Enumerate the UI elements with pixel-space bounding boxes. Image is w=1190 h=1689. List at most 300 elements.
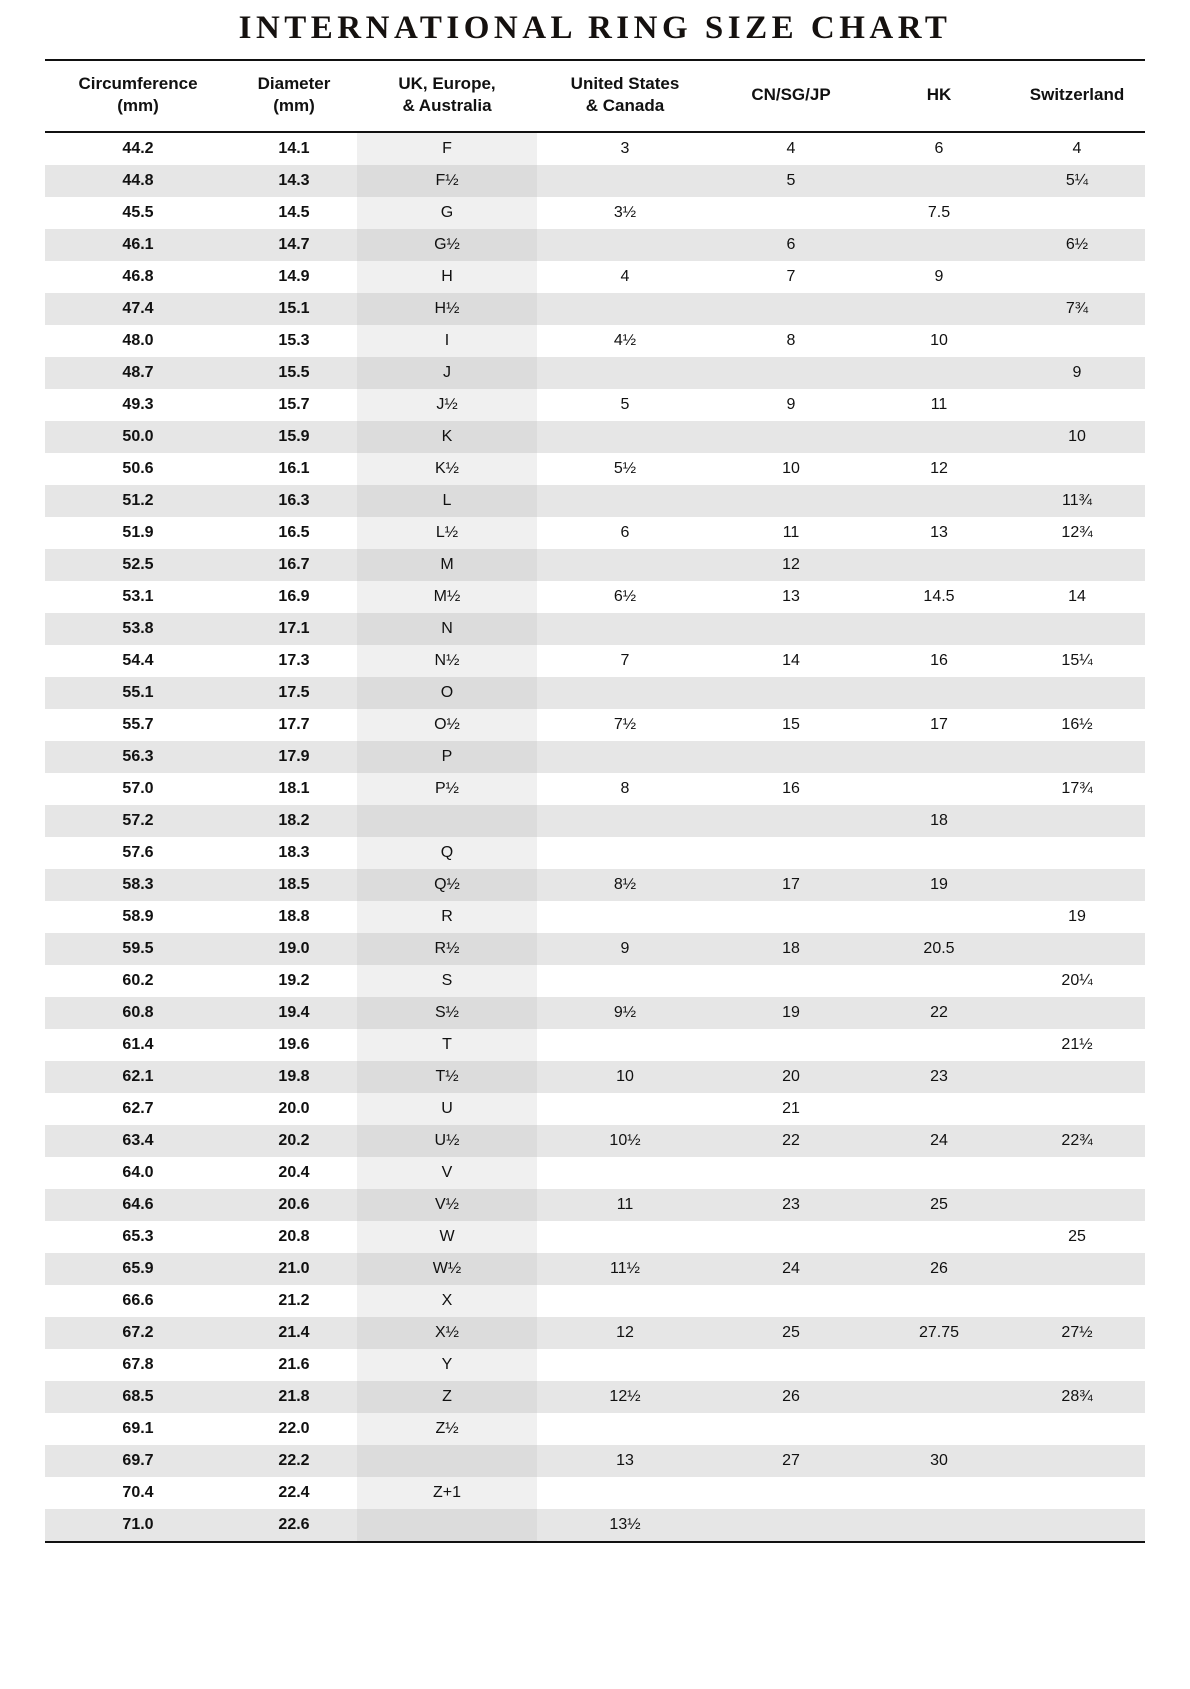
cell-diameter: 14.1 xyxy=(231,132,357,165)
table-row xyxy=(45,869,1145,901)
cell-diameter: 17.9 xyxy=(231,741,357,773)
cell-us: 10½ xyxy=(537,1125,713,1157)
cell-switzerland xyxy=(1009,1445,1145,1477)
table-row xyxy=(45,741,1145,773)
cell-switzerland xyxy=(1009,933,1145,965)
table-row xyxy=(45,421,1145,453)
cell-circumference: 57.2 xyxy=(45,805,231,837)
cell-circumference: 49.3 xyxy=(45,389,231,421)
cell-circumference: 47.4 xyxy=(45,293,231,325)
cell-diameter: 17.1 xyxy=(231,613,357,645)
cell-circumference: 61.4 xyxy=(45,1029,231,1061)
cell-us: 3½ xyxy=(537,197,713,229)
cell-diameter: 19.2 xyxy=(231,965,357,997)
cell-diameter: 20.0 xyxy=(231,1093,357,1125)
cell-us: 6½ xyxy=(537,581,713,613)
cell-us xyxy=(537,165,713,197)
table-row xyxy=(45,933,1145,965)
cell-hk: 6 xyxy=(869,132,1009,165)
cell-hk xyxy=(869,773,1009,805)
cell-hk xyxy=(869,229,1009,261)
cell-switzerland: 7¾ xyxy=(1009,293,1145,325)
cell-hk xyxy=(869,357,1009,389)
cell-circumference: 48.7 xyxy=(45,357,231,389)
table-row xyxy=(45,805,1145,837)
cell-switzerland xyxy=(1009,1349,1145,1381)
column-header-line-1: Diameter xyxy=(257,74,331,93)
cell-cnsgjp xyxy=(713,1285,869,1317)
cell-hk xyxy=(869,1157,1009,1189)
cell-circumference: 50.6 xyxy=(45,453,231,485)
column-header-line-2: (mm) xyxy=(117,96,159,116)
column-header-line-1: Switzerland xyxy=(1029,85,1125,105)
cell-switzerland: 12¾ xyxy=(1009,517,1145,549)
table-row xyxy=(45,293,1145,325)
cell-switzerland xyxy=(1009,261,1145,293)
cell-switzerland xyxy=(1009,1157,1145,1189)
cell-diameter: 18.5 xyxy=(231,869,357,901)
cell-switzerland: 14 xyxy=(1009,581,1145,613)
column-header-line-2: & Canada xyxy=(585,96,665,116)
cell-switzerland: 15¼ xyxy=(1009,645,1145,677)
column-header-switzerland xyxy=(1009,60,1145,132)
cell-uk: M½ xyxy=(357,581,537,613)
table-row xyxy=(45,1477,1145,1509)
cell-us: 7½ xyxy=(537,709,713,741)
ring-size-table xyxy=(45,59,1145,1543)
table-row xyxy=(45,1093,1145,1125)
cell-circumference: 50.0 xyxy=(45,421,231,453)
cell-diameter: 16.5 xyxy=(231,517,357,549)
cell-diameter: 21.8 xyxy=(231,1381,357,1413)
cell-circumference: 64.0 xyxy=(45,1157,231,1189)
cell-hk xyxy=(869,485,1009,517)
cell-uk: Q xyxy=(357,837,537,869)
cell-circumference: 55.1 xyxy=(45,677,231,709)
table-row xyxy=(45,1509,1145,1542)
cell-us xyxy=(537,1285,713,1317)
cell-uk: X xyxy=(357,1285,537,1317)
cell-diameter: 21.0 xyxy=(231,1253,357,1285)
cell-uk: G xyxy=(357,197,537,229)
cell-circumference: 45.5 xyxy=(45,197,231,229)
cell-diameter: 18.2 xyxy=(231,805,357,837)
cell-us xyxy=(537,1349,713,1381)
cell-hk: 18 xyxy=(869,805,1009,837)
cell-diameter: 18.3 xyxy=(231,837,357,869)
cell-hk xyxy=(869,1093,1009,1125)
cell-switzerland: 21½ xyxy=(1009,1029,1145,1061)
cell-cnsgjp: 23 xyxy=(713,1189,869,1221)
cell-uk: R xyxy=(357,901,537,933)
cell-us xyxy=(537,421,713,453)
cell-cnsgjp: 25 xyxy=(713,1317,869,1349)
cell-us xyxy=(537,293,713,325)
cell-uk: N½ xyxy=(357,645,537,677)
cell-circumference: 58.3 xyxy=(45,869,231,901)
cell-diameter: 22.0 xyxy=(231,1413,357,1445)
cell-us xyxy=(537,805,713,837)
cell-switzerland xyxy=(1009,869,1145,901)
cell-hk xyxy=(869,1221,1009,1253)
cell-switzerland: 28¾ xyxy=(1009,1381,1145,1413)
cell-circumference: 56.3 xyxy=(45,741,231,773)
cell-diameter: 16.3 xyxy=(231,485,357,517)
table-row xyxy=(45,1157,1145,1189)
cell-switzerland xyxy=(1009,741,1145,773)
cell-circumference: 46.1 xyxy=(45,229,231,261)
cell-switzerland: 4 xyxy=(1009,132,1145,165)
cell-circumference: 44.8 xyxy=(45,165,231,197)
cell-diameter: 20.6 xyxy=(231,1189,357,1221)
cell-hk: 30 xyxy=(869,1445,1009,1477)
table-row xyxy=(45,581,1145,613)
table-row xyxy=(45,1125,1145,1157)
cell-uk: O½ xyxy=(357,709,537,741)
cell-us xyxy=(537,485,713,517)
cell-switzerland xyxy=(1009,1189,1145,1221)
cell-cnsgjp xyxy=(713,357,869,389)
cell-uk xyxy=(357,805,537,837)
cell-circumference: 53.8 xyxy=(45,613,231,645)
cell-us: 4 xyxy=(537,261,713,293)
cell-switzerland: 17¾ xyxy=(1009,773,1145,805)
cell-cnsgjp xyxy=(713,293,869,325)
cell-diameter: 20.2 xyxy=(231,1125,357,1157)
cell-switzerland: 10 xyxy=(1009,421,1145,453)
cell-diameter: 20.8 xyxy=(231,1221,357,1253)
cell-us xyxy=(537,229,713,261)
column-header-line-1: UK, Europe, xyxy=(398,74,496,93)
cell-us: 5½ xyxy=(537,453,713,485)
cell-hk xyxy=(869,965,1009,997)
table-row xyxy=(45,1029,1145,1061)
cell-circumference: 44.2 xyxy=(45,132,231,165)
cell-us xyxy=(537,965,713,997)
cell-switzerland xyxy=(1009,613,1145,645)
cell-us: 12 xyxy=(537,1317,713,1349)
table-row xyxy=(45,485,1145,517)
table-row xyxy=(45,1285,1145,1317)
cell-diameter: 15.3 xyxy=(231,325,357,357)
cell-uk: N xyxy=(357,613,537,645)
cell-uk: G½ xyxy=(357,229,537,261)
cell-us: 9 xyxy=(537,933,713,965)
cell-uk: U xyxy=(357,1093,537,1125)
cell-uk: V½ xyxy=(357,1189,537,1221)
table-row xyxy=(45,1381,1145,1413)
cell-cnsgjp: 13 xyxy=(713,581,869,613)
cell-cnsgjp xyxy=(713,1029,869,1061)
cell-uk: K xyxy=(357,421,537,453)
table-row xyxy=(45,773,1145,805)
cell-diameter: 15.7 xyxy=(231,389,357,421)
cell-us xyxy=(537,1029,713,1061)
cell-circumference: 67.8 xyxy=(45,1349,231,1381)
cell-switzerland: 19 xyxy=(1009,901,1145,933)
cell-switzerland xyxy=(1009,325,1145,357)
table-row xyxy=(45,132,1145,165)
column-header-cn-sg-jp xyxy=(713,60,869,132)
cell-diameter: 17.7 xyxy=(231,709,357,741)
cell-hk: 22 xyxy=(869,997,1009,1029)
cell-diameter: 14.3 xyxy=(231,165,357,197)
cell-cnsgjp: 24 xyxy=(713,1253,869,1285)
cell-us: 13 xyxy=(537,1445,713,1477)
cell-uk: F xyxy=(357,132,537,165)
cell-us xyxy=(537,1093,713,1125)
cell-hk xyxy=(869,1285,1009,1317)
cell-hk: 17 xyxy=(869,709,1009,741)
cell-switzerland xyxy=(1009,1413,1145,1445)
cell-circumference: 63.4 xyxy=(45,1125,231,1157)
cell-diameter: 16.1 xyxy=(231,453,357,485)
cell-hk: 9 xyxy=(869,261,1009,293)
table-row xyxy=(45,677,1145,709)
cell-hk xyxy=(869,613,1009,645)
table-row xyxy=(45,837,1145,869)
cell-cnsgjp xyxy=(713,1477,869,1509)
cell-uk xyxy=(357,1509,537,1542)
cell-us xyxy=(537,837,713,869)
cell-circumference: 60.2 xyxy=(45,965,231,997)
cell-cnsgjp: 9 xyxy=(713,389,869,421)
cell-hk: 13 xyxy=(869,517,1009,549)
cell-uk: O xyxy=(357,677,537,709)
cell-switzerland: 5¼ xyxy=(1009,165,1145,197)
cell-us: 10 xyxy=(537,1061,713,1093)
cell-cnsgjp: 26 xyxy=(713,1381,869,1413)
cell-us: 12½ xyxy=(537,1381,713,1413)
cell-switzerland xyxy=(1009,453,1145,485)
cell-hk: 20.5 xyxy=(869,933,1009,965)
cell-us xyxy=(537,1221,713,1253)
cell-switzerland xyxy=(1009,997,1145,1029)
cell-us xyxy=(537,677,713,709)
cell-hk xyxy=(869,837,1009,869)
cell-cnsgjp xyxy=(713,485,869,517)
cell-cnsgjp: 17 xyxy=(713,869,869,901)
cell-cnsgjp xyxy=(713,837,869,869)
cell-hk: 26 xyxy=(869,1253,1009,1285)
table-row xyxy=(45,165,1145,197)
cell-circumference: 52.5 xyxy=(45,549,231,581)
cell-cnsgjp xyxy=(713,805,869,837)
cell-switzerland xyxy=(1009,549,1145,581)
table-row xyxy=(45,1445,1145,1477)
cell-us: 3 xyxy=(537,132,713,165)
cell-uk: Q½ xyxy=(357,869,537,901)
cell-us xyxy=(537,1413,713,1445)
cell-cnsgjp xyxy=(713,197,869,229)
column-header-line-1: CN/SG/JP xyxy=(751,85,831,105)
cell-us xyxy=(537,1477,713,1509)
cell-diameter: 21.6 xyxy=(231,1349,357,1381)
table-row xyxy=(45,965,1145,997)
table-row xyxy=(45,613,1145,645)
cell-us xyxy=(537,357,713,389)
column-header-diameter xyxy=(231,60,357,132)
cell-us: 6 xyxy=(537,517,713,549)
column-header-hk xyxy=(869,60,1009,132)
cell-diameter: 22.4 xyxy=(231,1477,357,1509)
table-row xyxy=(45,453,1145,485)
cell-switzerland: 22¾ xyxy=(1009,1125,1145,1157)
cell-hk: 24 xyxy=(869,1125,1009,1157)
cell-hk xyxy=(869,1349,1009,1381)
cell-switzerland xyxy=(1009,1253,1145,1285)
cell-uk: Z xyxy=(357,1381,537,1413)
cell-hk xyxy=(869,1381,1009,1413)
cell-uk: J½ xyxy=(357,389,537,421)
cell-cnsgjp xyxy=(713,741,869,773)
cell-cnsgjp: 6 xyxy=(713,229,869,261)
cell-diameter: 21.2 xyxy=(231,1285,357,1317)
cell-cnsgjp xyxy=(713,1157,869,1189)
cell-diameter: 18.8 xyxy=(231,901,357,933)
page-title: INTERNATIONAL RING SIZE CHART xyxy=(238,10,952,46)
column-header-uk-europe-australia xyxy=(357,60,537,132)
cell-cnsgjp xyxy=(713,1413,869,1445)
cell-circumference: 55.7 xyxy=(45,709,231,741)
cell-switzerland xyxy=(1009,837,1145,869)
table-row xyxy=(45,1061,1145,1093)
cell-switzerland xyxy=(1009,197,1145,229)
cell-diameter: 15.5 xyxy=(231,357,357,389)
cell-diameter: 19.0 xyxy=(231,933,357,965)
cell-switzerland: 20¼ xyxy=(1009,965,1145,997)
cell-cnsgjp: 5 xyxy=(713,165,869,197)
cell-diameter: 19.8 xyxy=(231,1061,357,1093)
table-row xyxy=(45,261,1145,293)
cell-uk: J xyxy=(357,357,537,389)
cell-cnsgjp: 7 xyxy=(713,261,869,293)
cell-cnsgjp xyxy=(713,677,869,709)
cell-switzerland xyxy=(1009,389,1145,421)
table-row xyxy=(45,389,1145,421)
cell-circumference: 67.2 xyxy=(45,1317,231,1349)
cell-circumference: 62.1 xyxy=(45,1061,231,1093)
cell-us: 8½ xyxy=(537,869,713,901)
cell-cnsgjp: 16 xyxy=(713,773,869,805)
cell-cnsgjp: 20 xyxy=(713,1061,869,1093)
column-header-line-2: & Australia xyxy=(402,96,492,116)
cell-uk: Z+1 xyxy=(357,1477,537,1509)
cell-cnsgjp: 4 xyxy=(713,132,869,165)
cell-switzerland: 27½ xyxy=(1009,1317,1145,1349)
table-header-row xyxy=(45,60,1145,132)
cell-hk xyxy=(869,741,1009,773)
cell-uk: W xyxy=(357,1221,537,1253)
cell-circumference: 66.6 xyxy=(45,1285,231,1317)
cell-uk: H xyxy=(357,261,537,293)
cell-hk xyxy=(869,1029,1009,1061)
cell-cnsgjp: 18 xyxy=(713,933,869,965)
cell-uk: M xyxy=(357,549,537,581)
cell-uk: L½ xyxy=(357,517,537,549)
cell-cnsgjp: 21 xyxy=(713,1093,869,1125)
cell-diameter: 16.9 xyxy=(231,581,357,613)
cell-us: 7 xyxy=(537,645,713,677)
cell-hk: 7.5 xyxy=(869,197,1009,229)
cell-cnsgjp xyxy=(713,901,869,933)
cell-cnsgjp: 14 xyxy=(713,645,869,677)
cell-uk: Z½ xyxy=(357,1413,537,1445)
table-row xyxy=(45,357,1145,389)
cell-uk: F½ xyxy=(357,165,537,197)
cell-circumference: 57.0 xyxy=(45,773,231,805)
cell-hk xyxy=(869,421,1009,453)
column-header-line-1: United States xyxy=(570,74,680,93)
cell-diameter: 15.1 xyxy=(231,293,357,325)
cell-diameter: 17.3 xyxy=(231,645,357,677)
cell-uk: I xyxy=(357,325,537,357)
table-row xyxy=(45,1317,1145,1349)
cell-us xyxy=(537,741,713,773)
cell-hk: 12 xyxy=(869,453,1009,485)
cell-hk xyxy=(869,677,1009,709)
cell-switzerland xyxy=(1009,1061,1145,1093)
cell-hk xyxy=(869,1477,1009,1509)
cell-switzerland: 25 xyxy=(1009,1221,1145,1253)
cell-diameter: 22.2 xyxy=(231,1445,357,1477)
cell-switzerland xyxy=(1009,1285,1145,1317)
cell-us: 11 xyxy=(537,1189,713,1221)
cell-hk: 27.75 xyxy=(869,1317,1009,1349)
cell-hk: 25 xyxy=(869,1189,1009,1221)
cell-cnsgjp: 8 xyxy=(713,325,869,357)
table-row xyxy=(45,325,1145,357)
cell-hk: 19 xyxy=(869,869,1009,901)
cell-cnsgjp: 19 xyxy=(713,997,869,1029)
cell-diameter: 19.6 xyxy=(231,1029,357,1061)
cell-uk: V xyxy=(357,1157,537,1189)
table-row xyxy=(45,197,1145,229)
cell-switzerland xyxy=(1009,677,1145,709)
cell-hk xyxy=(869,1413,1009,1445)
cell-uk: S½ xyxy=(357,997,537,1029)
cell-hk xyxy=(869,165,1009,197)
cell-uk: X½ xyxy=(357,1317,537,1349)
cell-circumference: 68.5 xyxy=(45,1381,231,1413)
cell-circumference: 54.4 xyxy=(45,645,231,677)
cell-cnsgjp xyxy=(713,1509,869,1542)
cell-hk xyxy=(869,293,1009,325)
table-row xyxy=(45,1253,1145,1285)
table-row xyxy=(45,1221,1145,1253)
cell-diameter: 15.9 xyxy=(231,421,357,453)
cell-hk: 11 xyxy=(869,389,1009,421)
cell-cnsgjp: 27 xyxy=(713,1445,869,1477)
cell-uk: W½ xyxy=(357,1253,537,1285)
cell-diameter: 14.5 xyxy=(231,197,357,229)
cell-us xyxy=(537,901,713,933)
column-header-line-1: HK xyxy=(926,85,952,105)
cell-uk: U½ xyxy=(357,1125,537,1157)
cell-cnsgjp: 15 xyxy=(713,709,869,741)
cell-switzerland xyxy=(1009,1093,1145,1125)
cell-circumference: 48.0 xyxy=(45,325,231,357)
table-row xyxy=(45,997,1145,1029)
column-header-circumference xyxy=(45,60,231,132)
cell-hk: 16 xyxy=(869,645,1009,677)
cell-us: 13½ xyxy=(537,1509,713,1542)
table-row xyxy=(45,1189,1145,1221)
cell-uk: S xyxy=(357,965,537,997)
table-row xyxy=(45,901,1145,933)
table-row xyxy=(45,517,1145,549)
cell-us: 8 xyxy=(537,773,713,805)
